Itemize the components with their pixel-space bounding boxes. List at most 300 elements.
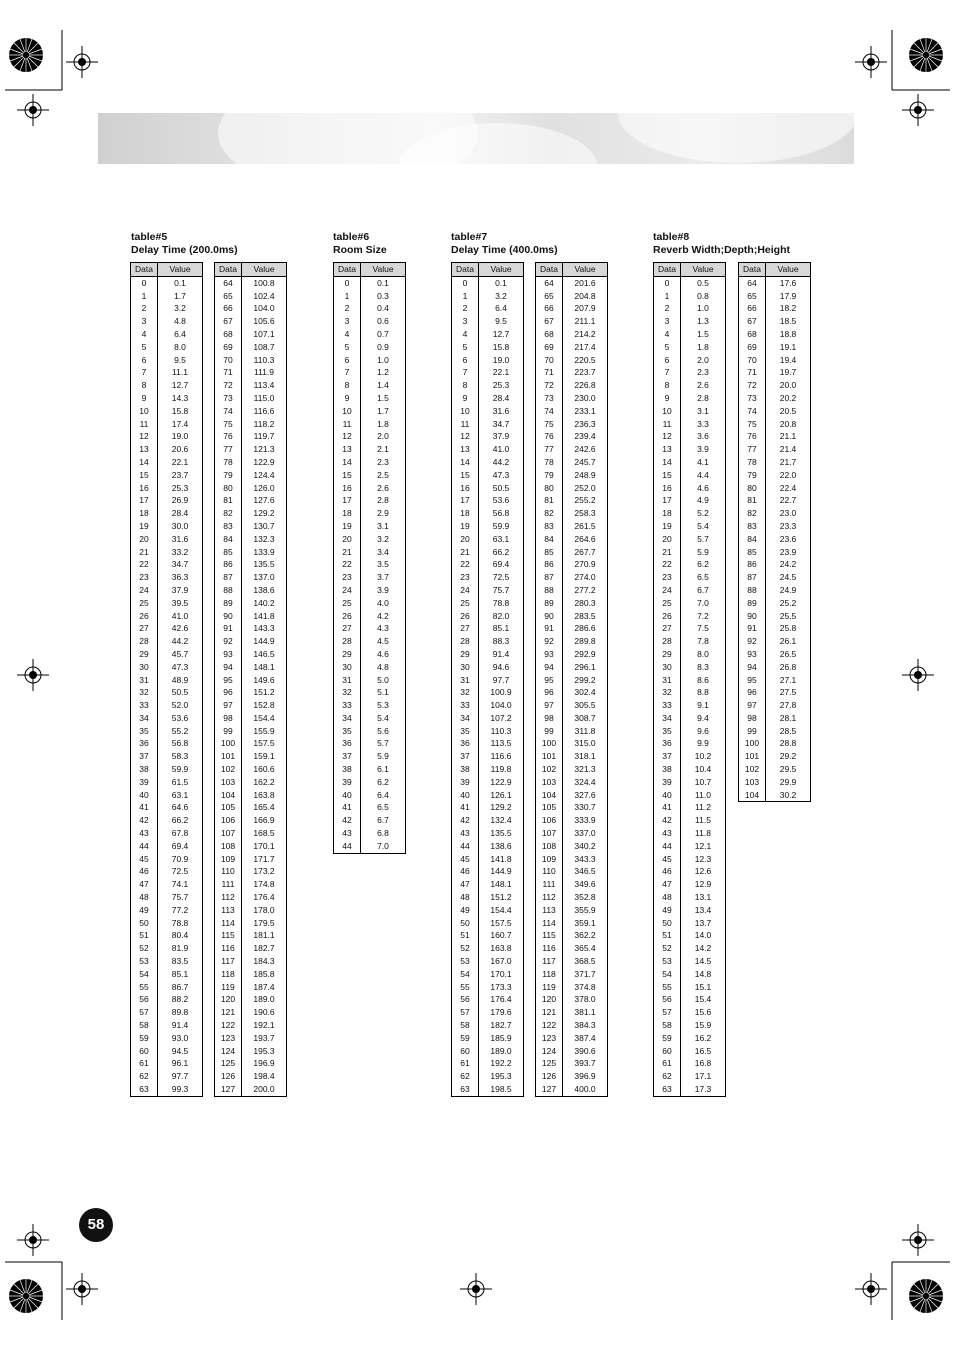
data-cell: 23 [654,571,681,584]
data-cell: 112 [215,891,242,904]
table-row [215,712,287,725]
data-cell: 111 [536,878,563,891]
table-row [215,789,287,802]
value-cell: 9.5 [158,354,203,367]
table-row [215,776,287,789]
table-row [536,1070,608,1083]
table-row [452,354,524,367]
table-row [536,968,608,981]
value-cell: 19.1 [766,341,811,354]
table-row [452,482,524,495]
table-row [215,558,287,571]
data-cell: 21 [131,546,158,559]
data-cell: 45 [654,853,681,866]
table-row [334,366,406,379]
value-cell: 21.7 [766,456,811,469]
table-row [536,686,608,699]
value-cell: 170.1 [479,968,524,981]
data-cell: 99 [215,725,242,738]
table-row [131,827,203,840]
table8-name: Reverb Width;Depth;Height [653,244,790,256]
data-cell: 41 [334,801,361,814]
value-cell: 155.9 [242,725,287,738]
data-cell: 4 [334,328,361,341]
data-cell: 120 [215,993,242,1006]
data-cell: 3 [131,315,158,328]
data-cell: 3 [334,315,361,328]
table-row [334,379,406,392]
table-row [739,341,811,354]
value-cell: 9.5 [479,315,524,328]
table-row [739,443,811,456]
table-row [654,776,726,789]
data-cell: 98 [536,712,563,725]
table-row [654,1057,726,1070]
table-row [654,546,726,559]
table-row [215,1045,287,1058]
value-cell: 214.2 [563,328,608,341]
data-cell: 105 [536,801,563,814]
data-cell: 46 [654,865,681,878]
data-cell: 13 [131,443,158,456]
data-cell: 16 [334,482,361,495]
data-cell: 14 [131,456,158,469]
data-cell: 63 [131,1083,158,1096]
column-header-value: Value [158,263,203,277]
data-cell: 5 [654,341,681,354]
table-row [334,546,406,559]
value-cell: 85.1 [479,622,524,635]
table-row [452,558,524,571]
table-row [131,1083,203,1096]
table-row [739,430,811,443]
column-header-value: Value [242,263,287,277]
value-cell: 20.8 [766,418,811,431]
table-row [654,276,726,289]
value-cell: 17.3 [681,1083,726,1096]
data-cell: 87 [536,571,563,584]
value-cell: 6.4 [479,302,524,315]
data-cell: 34 [131,712,158,725]
table-row [215,1057,287,1070]
data-cell: 52 [452,942,479,955]
table-row [215,917,287,930]
value-cell: 352.8 [563,891,608,904]
value-cell: 34.7 [158,558,203,571]
data-cell: 79 [536,469,563,482]
value-cell: 330.7 [563,801,608,814]
data-cell: 17 [452,494,479,507]
data-cell: 25 [334,597,361,610]
table-row [739,469,811,482]
data-cell: 61 [131,1057,158,1070]
table-row [654,456,726,469]
value-cell: 6.2 [361,776,406,789]
table-row [334,571,406,584]
data-cell: 1 [334,290,361,303]
data-cell: 74 [215,405,242,418]
data-cell: 22 [131,558,158,571]
data-cell: 114 [536,917,563,930]
table-row [739,494,811,507]
value-cell: 133.9 [242,546,287,559]
value-cell: 179.5 [242,917,287,930]
table-row [654,789,726,802]
table-row [215,354,287,367]
table-row [654,507,726,520]
value-cell: 4.0 [361,597,406,610]
value-cell: 91.4 [479,648,524,661]
value-cell: 100.8 [242,276,287,289]
data-cell: 48 [654,891,681,904]
value-cell: 39.5 [158,597,203,610]
value-cell: 14.8 [681,968,726,981]
value-cell: 280.3 [563,597,608,610]
table-row [452,750,524,763]
data-cell: 97 [215,699,242,712]
table-row [536,648,608,661]
value-cell: 24.2 [766,558,811,571]
data-cell: 94 [536,661,563,674]
table-row [452,955,524,968]
table-row [654,405,726,418]
data-cell: 32 [131,686,158,699]
value-cell: 16.5 [681,1045,726,1058]
table-row [215,430,287,443]
table-row [215,520,287,533]
data-cell: 100 [739,737,766,750]
value-cell: 163.8 [479,942,524,955]
value-cell: 296.1 [563,661,608,674]
table-row [654,840,726,853]
data-cell: 86 [215,558,242,571]
value-cell: 10.2 [681,750,726,763]
data-cell: 63 [452,1083,479,1096]
value-cell: 7.0 [361,840,406,853]
data-cell: 60 [131,1045,158,1058]
table-row [739,302,811,315]
table-row [131,942,203,955]
table-row [739,686,811,699]
table-row [334,494,406,507]
table-row [131,558,203,571]
data-cell: 81 [536,494,563,507]
value-cell: 8.6 [681,674,726,687]
data-cell: 38 [334,763,361,776]
table-row [536,1057,608,1070]
table-row [215,699,287,712]
data-cell: 36 [334,737,361,750]
table-row [334,763,406,776]
data-cell: 60 [654,1045,681,1058]
value-cell: 82.0 [479,610,524,623]
table-row [215,929,287,942]
data-cell: 51 [654,929,681,942]
table-row [654,1032,726,1045]
column-header-data: Data [334,263,361,277]
value-cell: 70.9 [158,853,203,866]
data-cell: 21 [654,546,681,559]
table-row [334,661,406,674]
value-cell: 6.4 [158,328,203,341]
table-row [215,302,287,315]
value-cell: 233.1 [563,405,608,418]
value-cell: 12.1 [681,840,726,853]
data-cell: 65 [536,290,563,303]
value-cell: 5.6 [361,725,406,738]
data-cell: 18 [654,507,681,520]
value-cell: 2.0 [681,354,726,367]
data-cell: 18 [452,507,479,520]
table-row [536,482,608,495]
table-row [452,1083,524,1096]
table-row [536,661,608,674]
value-cell: 365.4 [563,942,608,955]
data-cell: 77 [739,443,766,456]
value-cell: 286.6 [563,622,608,635]
table-row [452,430,524,443]
value-cell: 59.9 [479,520,524,533]
table-row [215,801,287,814]
data-cell: 125 [215,1057,242,1070]
data-cell: 40 [452,789,479,802]
data-cell: 67 [739,315,766,328]
data-cell: 55 [654,981,681,994]
table-row [215,840,287,853]
table-row [452,276,524,289]
data-cell: 27 [334,622,361,635]
value-cell: 56.8 [479,507,524,520]
data-cell: 27 [131,622,158,635]
value-cell: 6.8 [361,827,406,840]
value-cell: 14.5 [681,955,726,968]
value-cell: 132.4 [479,814,524,827]
value-cell: 400.0 [563,1083,608,1096]
value-cell: 4.6 [681,482,726,495]
value-cell: 239.4 [563,430,608,443]
table-row [739,648,811,661]
table-row [131,814,203,827]
value-cell: 7.8 [681,635,726,648]
data-cell: 30 [334,661,361,674]
table-row [452,993,524,1006]
data-cell: 88 [215,584,242,597]
table-row [452,814,524,827]
value-cell: 166.9 [242,814,287,827]
value-cell: 122.9 [479,776,524,789]
data-cell: 12 [452,430,479,443]
table-row [739,456,811,469]
value-cell: 28.5 [766,725,811,738]
column-header-value: Value [681,263,726,277]
data-cell: 40 [131,789,158,802]
table-row [739,392,811,405]
value-cell: 144.9 [479,865,524,878]
table-row [452,456,524,469]
data-cell: 39 [131,776,158,789]
table-row [215,1032,287,1045]
value-cell: 2.9 [361,507,406,520]
data-cell: 14 [654,456,681,469]
table-row [739,737,811,750]
table-row [654,610,726,623]
table-row [215,571,287,584]
table-row [131,328,203,341]
data-cell: 78 [739,456,766,469]
data-cell: 85 [215,546,242,559]
data-cell: 78 [536,456,563,469]
table-row [131,801,203,814]
value-cell: 25.3 [479,379,524,392]
value-cell: 4.3 [361,622,406,635]
value-cell: 97.7 [479,674,524,687]
value-cell: 122.9 [242,456,287,469]
table-row [215,546,287,559]
value-cell: 217.4 [563,341,608,354]
column-header-data: Data [739,263,766,277]
value-cell: 327.6 [563,789,608,802]
data-cell: 118 [215,968,242,981]
value-cell: 36.3 [158,571,203,584]
table-row [739,712,811,725]
data-cell: 16 [452,482,479,495]
value-cell: 20.0 [766,379,811,392]
value-cell: 18.2 [766,302,811,315]
value-cell: 0.1 [361,276,406,289]
table-row [536,942,608,955]
data-cell: 3 [654,315,681,328]
data-cell: 13 [654,443,681,456]
value-cell: 75.7 [479,584,524,597]
table-row [131,597,203,610]
value-cell: 5.9 [681,546,726,559]
data-cell: 125 [536,1057,563,1070]
table-row [536,776,608,789]
table-row [215,494,287,507]
table-row [654,737,726,750]
table-row [536,840,608,853]
table-row [536,917,608,930]
table-row [131,674,203,687]
data-cell: 126 [536,1070,563,1083]
data-cell: 20 [334,533,361,546]
data-cell: 87 [739,571,766,584]
data-cell: 70 [215,354,242,367]
value-cell: 0.1 [479,276,524,289]
data-cell: 45 [131,853,158,866]
table-row [215,853,287,866]
data-cell: 33 [131,699,158,712]
data-cell: 86 [536,558,563,571]
data-cell: 28 [334,635,361,648]
value-cell: 198.4 [242,1070,287,1083]
value-cell: 171.7 [242,853,287,866]
value-cell: 170.1 [242,840,287,853]
data-cell: 65 [739,290,766,303]
value-cell: 387.4 [563,1032,608,1045]
data-cell: 31 [452,674,479,687]
value-cell: 50.5 [479,482,524,495]
table-row [131,750,203,763]
data-cell: 55 [131,981,158,994]
table-row [215,955,287,968]
value-cell: 23.9 [766,546,811,559]
value-cell: 14.0 [681,929,726,942]
value-cell: 270.9 [563,558,608,571]
table-row [131,430,203,443]
value-cell: 80.4 [158,929,203,942]
data-cell: 32 [452,686,479,699]
data-cell: 57 [452,1006,479,1019]
data-cell: 37 [452,750,479,763]
table-row [452,904,524,917]
table-row [452,942,524,955]
data-cell: 17 [131,494,158,507]
table-row [536,418,608,431]
table-row [654,878,726,891]
table-row [131,1070,203,1083]
data-cell: 53 [452,955,479,968]
data-cell: 69 [536,341,563,354]
value-cell: 1.2 [361,366,406,379]
data-cell: 28 [654,635,681,648]
data-cell: 79 [215,469,242,482]
data-cell: 109 [215,853,242,866]
table-row [334,328,406,341]
value-cell: 174.8 [242,878,287,891]
data-cell: 75 [739,418,766,431]
table-row [334,558,406,571]
data-cell: 18 [334,507,361,520]
value-cell: 3.2 [361,533,406,546]
value-cell: 173.3 [479,981,524,994]
value-cell: 343.3 [563,853,608,866]
value-cell: 42.6 [158,622,203,635]
value-cell: 29.2 [766,750,811,763]
value-cell: 45.7 [158,648,203,661]
value-cell: 7.2 [681,610,726,623]
data-cell: 108 [215,840,242,853]
data-cell: 101 [739,750,766,763]
value-cell: 3.1 [681,405,726,418]
value-cell: 149.6 [242,674,287,687]
table-row [131,276,203,289]
table-row [452,763,524,776]
table-row [536,1083,608,1096]
data-cell: 29 [334,648,361,661]
data-cell: 24 [131,584,158,597]
data-cell: 93 [536,648,563,661]
table-row [536,610,608,623]
value-cell: 141.8 [242,610,287,623]
table-row [131,737,203,750]
table-row [739,725,811,738]
data-cell: 55 [452,981,479,994]
data-cell: 13 [334,443,361,456]
data-cell: 31 [131,674,158,687]
table-row [536,341,608,354]
value-cell: 5.1 [361,686,406,699]
data-cell: 88 [536,584,563,597]
table-row [215,405,287,418]
table-row [452,648,524,661]
value-cell: 22.1 [158,456,203,469]
value-cell: 107.2 [479,712,524,725]
table5-title [131,231,238,257]
value-cell: 30.0 [158,520,203,533]
data-cell: 94 [739,661,766,674]
table-row [654,814,726,827]
